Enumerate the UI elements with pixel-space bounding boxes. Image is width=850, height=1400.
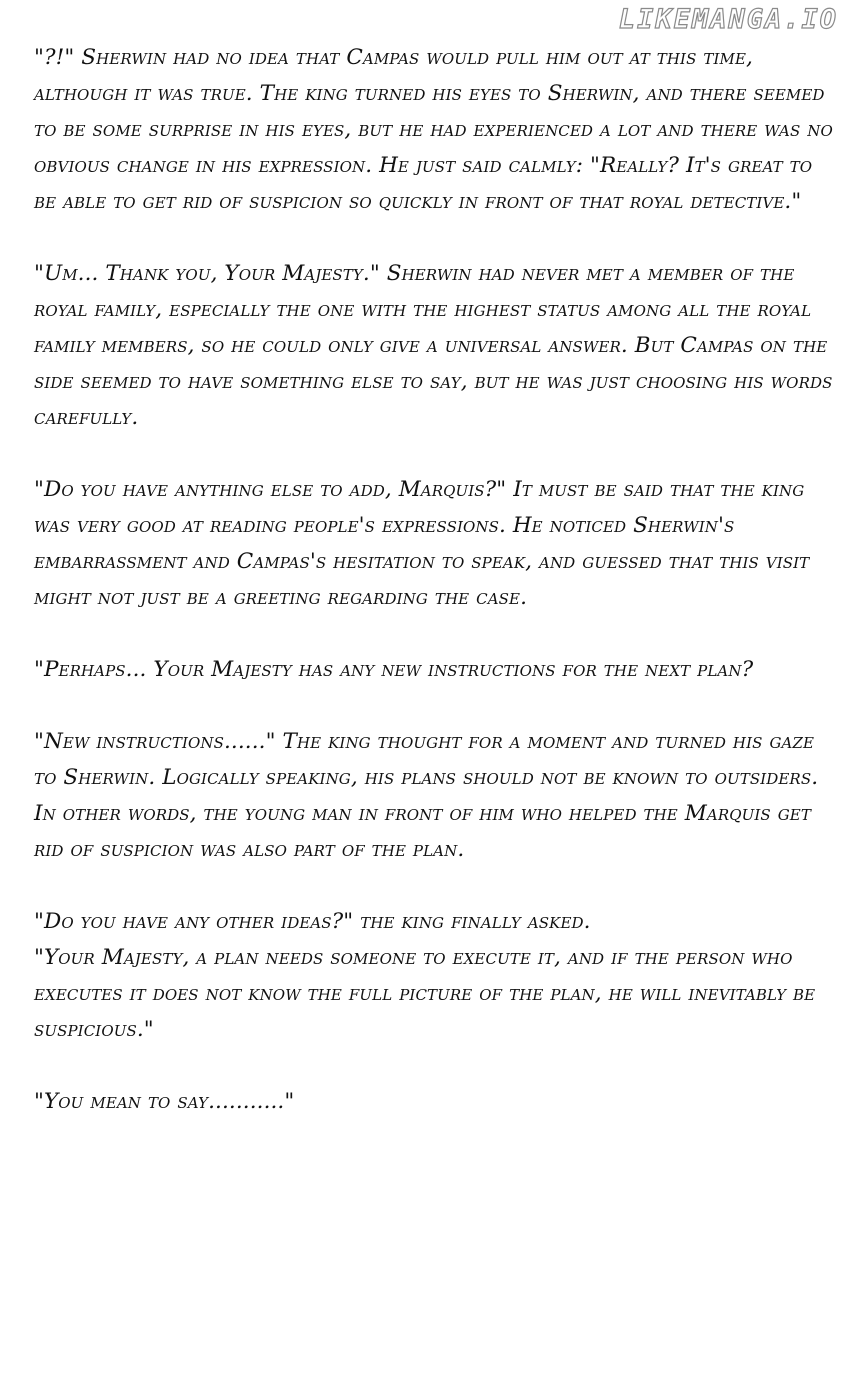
paragraph-5: "New instructions......" The king thought for a moment and turned his gaze to Sherwin. Logically speaking, his plans should not be known to outsiders. In other words, the young man in front of him who helped the Marquis get rid of suspicion was also part of the plan. [34,729,819,862]
paragraph-6: "Do you have any other ideas?" the king finally asked. "Your Majesty, a plan needs someone to execute it, and if the person who executes it does not know the full picture of the plan, he will inevitably be suspicious." [34,909,816,1042]
paragraph-3: "Do you have anything else to add, Marquis?" It must be said that the king was very good at reading people's expressions. He noticed Sherwin's embarrassment and Campas's hesitation to speak, and guessed that this visit might not just be a greeting regarding the case. [34,477,810,610]
paragraph-4: "Perhaps... Your Majesty has any new instructions for the next plan? [34,657,754,682]
site-watermark: LIKEMANGA.IO [618,4,838,35]
paragraph-1: "?!" Sherwin had no idea that Campas would pull him out at this time, although it was true. The king turned his eyes to Sherwin, and there seemed to be some surprise in his eyes, but he had experienced a lot and there was no obvious change in his expression. He just said calmly: "Really? It's great to be able to get rid of suspicion so quickly in front of that royal detective." [34,45,833,214]
story-text [34,40,834,1156]
paragraph-7: "You mean to say..........." [34,1089,295,1114]
paragraph-2: "Um... Thank you, Your Majesty." Sherwin had never met a member of the royal family, especially the one with the highest status among all the royal family members, so he could only give a universal answer. But Campas on the side seemed to have something else to say, but he was just choosing his words carefully. [34,261,833,430]
